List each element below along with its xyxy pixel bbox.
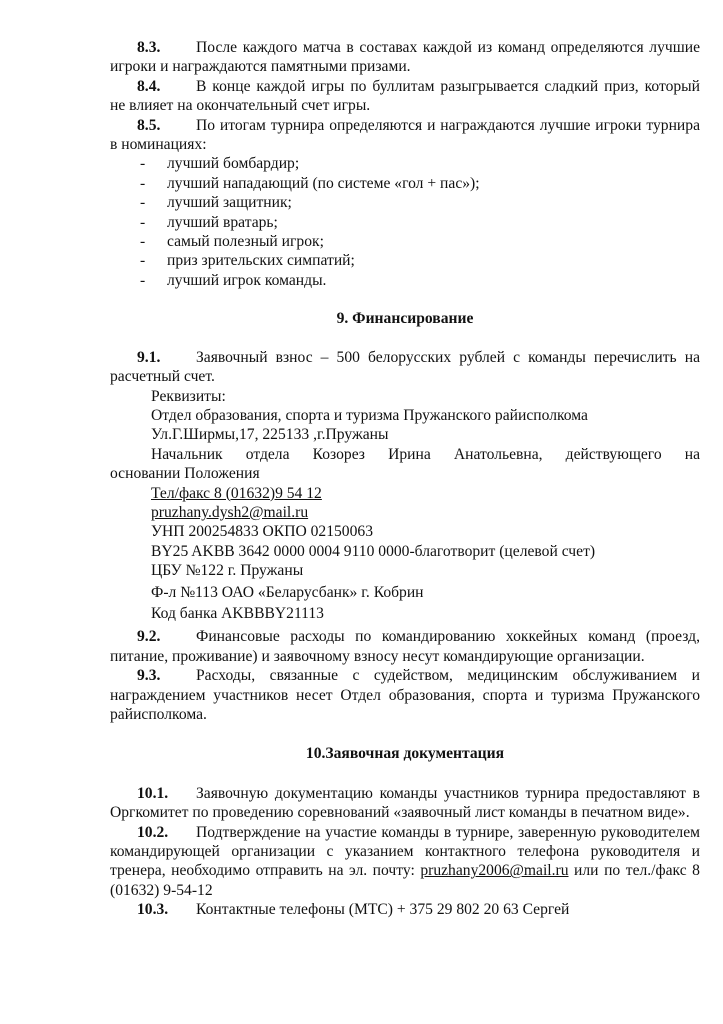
clause-text: Заявочный взнос – 500 белорусских рублей с команды перечислить на расчетный счет. [110,348,700,386]
bullet-dash: - [140,213,146,231]
clause-10-3 [110,900,700,919]
requisites-org: Отдел образования, спорта и туризма Пружанского райисполкома [151,406,588,424]
requisites-label: Реквизиты: [151,387,226,405]
clause-8-3 [110,38,700,77]
clause-text: По итогам турнира определяются и награждаются лучшие игроки турнира в номинациях: [110,116,700,154]
bullet-dash: - [140,194,146,212]
clause-text: После каждого матча в составах каждой из команд определяются лучшие игроки и награждаются памятными призами. [110,39,700,76]
clause-10-1 [110,784,700,823]
requisites-unp: УНП 200254833 ОКПО 02150063 [151,523,373,541]
clause-10-2 [110,823,700,901]
clause-text-tail: или по тел./факс 8 (01632) 9-54-12 [110,862,700,899]
list-item [110,232,700,251]
list-item [110,271,700,290]
contact-email-link[interactable]: pruzhany2006@mail.ru [420,862,569,880]
requisites-block [110,387,700,445]
bullet-dash: - [140,155,146,173]
bullet-dash: - [140,174,146,192]
clause-text: Контактные телефоны (МТС) + 375 29 802 20 63 Сергей [196,901,570,919]
list-item-text: приз зрительских симпатий; [167,252,355,270]
requisites-details [110,484,700,624]
bullet-dash: - [140,252,146,270]
clause-text: Финансовые расходы по командированию хоккейных команд (проезд, питание, проживание) и заявочному взносу несут командирующие организации. [110,628,700,665]
requisites-account: BY25 AKBB 3642 0000 0004 9110 0000-благотворит (целевой счет) [151,542,596,560]
list-item [110,213,700,232]
list-item-text: лучший игрок команды. [167,271,327,289]
document-body [110,38,700,920]
requisites-phone: Тел/факс 8 (01632)9 54 12 [151,484,322,502]
section-heading-10: 10.Заявочная документация [305,745,505,763]
clause-number: 10.2. [137,823,169,841]
list-item [110,174,700,193]
clause-number: 10.1. [137,784,169,802]
requisites-head-cont: основании Положения [110,465,260,483]
list-item [110,154,700,173]
requisites-head-text: Начальник отдела Козорез Ирина Анатольевна, действующего на [151,445,700,463]
list-item-text: самый полезный игрок; [167,233,324,251]
bullet-dash: - [140,271,146,289]
clause-number: 9.3. [137,667,161,685]
clause-number: 8.5. [137,116,161,134]
clause-8-4 [110,77,700,116]
list-item-text: лучший бомбардир; [167,155,300,173]
list-item-text: лучший защитник; [167,194,292,212]
clause-text: Подтверждение на участие команды в турнире, заверенную руководителем командирующей организации с указанием контактного телефона руководителя и тренера, необходимо отправить на эл. почту: [110,823,700,880]
clause-9-3 [110,666,700,724]
clause-text: Заявочную документацию команды участников турнира предоставляют в Оргкомитет по проведению соревнований «заявочный лист команды в печатном виде». [110,784,700,822]
requisites-head [110,445,700,464]
clause-number: 8.4. [137,77,161,95]
clause-8-5 [110,116,700,155]
requisites-cbu: ЦБУ №122 г. Пружаны [151,562,304,580]
requisites-address: Ул.Г.Ширмы,17, 225133 ,г.Пружаны [151,426,389,444]
bullet-dash: - [140,233,146,251]
list-item [110,251,700,270]
clause-number: 9.2. [137,628,161,646]
requisites-branch: Ф-л №113 ОАО «Беларусбанк» г. Кобрин [151,583,424,601]
clause-9-1 [110,348,700,387]
requisites-bank-code: Код банка AKBBBY21113 [151,604,324,622]
clause-number: 10.3. [137,901,169,919]
clause-text: Расходы, связанные с судейством, медицинским обслуживанием и награждением участников несет Отдел образования, спорта и туризма Пружанского райисполкома. [110,667,700,723]
list-item [110,193,700,212]
list-item-text: лучший вратарь; [167,213,278,231]
requisites-email-link[interactable]: pruzhany.dysh2@mail.ru [151,503,309,521]
section-heading-9: 9. Финансирование [336,310,474,328]
clause-number: 8.3. [137,39,161,56]
list-item-text: лучший нападающий (по системе «гол + пас»); [167,174,480,192]
clause-text: В конце каждой игры по буллитам разыгрывается сладкий приз, который не влияет на окончательный счет игры. [110,77,700,115]
clause-number: 9.1. [137,348,161,366]
nominations-list [110,154,700,290]
clause-9-2 [110,627,700,666]
